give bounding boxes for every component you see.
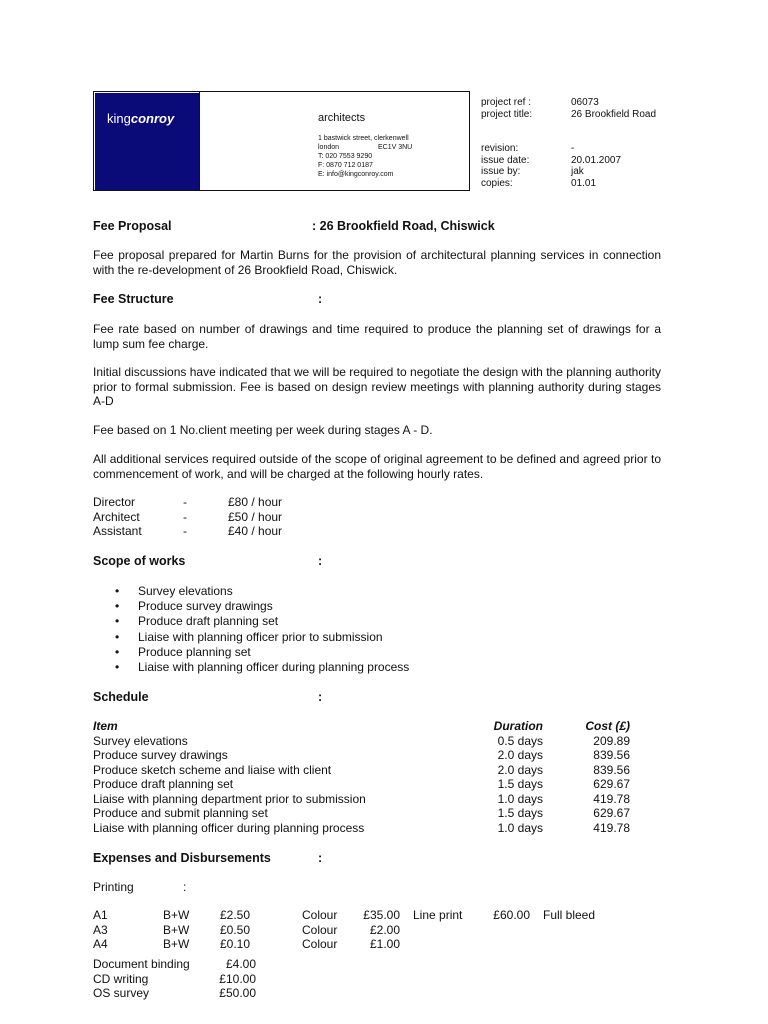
address-fax: F: 0870 712 0187 <box>318 162 373 169</box>
table-row: CD writing £10.00 <box>93 971 256 986</box>
list-item: • Survey elevations <box>93 584 409 599</box>
section-colon: : <box>318 690 323 704</box>
address-postcode: EC1V 3NU <box>378 144 413 151</box>
project-meta-top <box>481 97 656 120</box>
firm-address <box>318 134 412 179</box>
fee-proposal-subject: : 26 Brookfield Road, Chiswick <box>312 219 495 233</box>
list-item: • Produce planning set <box>93 645 409 660</box>
section-colon: : <box>318 851 323 865</box>
address-city-row <box>318 143 412 152</box>
scope-heading: Scope of works <box>93 554 186 568</box>
table-row: A3 B+W £0.50 Colour £2.00 <box>93 922 400 937</box>
table-row: A4 B+W £0.10 Colour £1.00 <box>93 937 400 951</box>
fee-structure-p3: Fee based on 1 No.client meeting per week during stages A - D. <box>93 423 433 437</box>
address-city: london <box>318 144 340 151</box>
printing-table-wrap <box>93 908 595 952</box>
table-row: Document binding £4.00 <box>93 957 256 971</box>
schedule-table <box>93 719 630 835</box>
schedule-table-wrap <box>93 719 630 835</box>
rate-row: Architect - £50 / hour <box>93 509 283 524</box>
project-meta-bottom <box>481 143 621 189</box>
hourly-rates <box>93 495 282 539</box>
table-row: Liaise with planning officer during planning process 1.0 days 419.78 <box>93 820 630 835</box>
printing-colon: : <box>183 880 187 894</box>
table-row: A1 B+W £2.50 Colour £35.00 Line print £60.00 Full bleed <box>93 908 596 922</box>
col-duration: Duration <box>493 719 543 733</box>
rate-row: Director - £80 / hour <box>93 495 283 509</box>
table-row: Produce survey drawings 2.0 days 839.56 <box>93 748 630 762</box>
fee-structure-p4: All additional services required outside of the scope of original agreement to be defined and agreed prior to commencement of work, and will be charged at the following hourly rates. <box>93 452 661 481</box>
address-line: 1 bastwick street, clerkenwell <box>318 135 409 142</box>
company-logo: kingconroy <box>107 111 175 126</box>
printing-table <box>93 908 595 952</box>
address-phone: T: 020 7553 9290 <box>318 153 373 160</box>
table-row: Produce sketch scheme and liaise with client 2.0 days 839.56 <box>93 762 630 777</box>
address-email: E: info@kingconroy.com <box>318 171 394 178</box>
expenses-heading: Expenses and Disbursements <box>93 851 271 865</box>
letterhead-box <box>93 91 470 191</box>
firm-label: architects <box>318 112 366 124</box>
schedule-heading: Schedule <box>93 690 149 704</box>
table-row: Produce and submit planning set 1.5 days 629.67 <box>93 806 630 820</box>
list-item: • Produce survey drawings <box>93 599 409 614</box>
table-header-row <box>93 719 630 734</box>
fee-proposal-heading: Fee Proposal <box>93 219 172 233</box>
meta-row: project ref : 06073 <box>481 97 599 108</box>
col-item: Item <box>93 719 118 733</box>
meta-row: project title: 26 Brookfield Road <box>481 108 657 120</box>
table-row: OS survey £50.00 <box>93 986 256 1000</box>
proposal-intro: Fee proposal prepared for Martin Burns for the provision of architectural planning services in connection with the re-development of 26 Brookfield Road, Chiswick. <box>93 248 661 277</box>
list-item: • Liaise with planning officer prior to submission <box>93 630 409 645</box>
scope-list <box>93 584 409 675</box>
other-expenses-wrap <box>93 957 256 1001</box>
fee-structure-heading: Fee Structure <box>93 292 174 306</box>
meta-row: issue by: jak <box>481 166 584 177</box>
rate-row: Assistant - £40 / hour <box>93 524 283 538</box>
meta-row: copies: 01.01 <box>481 177 597 189</box>
hourly-rates-table <box>93 495 282 539</box>
meta-row: revision: - <box>481 143 575 154</box>
table-row: Produce draft planning set 1.5 days 629.67 <box>93 777 630 791</box>
fee-structure-p1: Fee rate based on number of drawings and time required to produce the planning set of drawings for a lump sum fee charge. <box>93 322 661 351</box>
section-colon: : <box>318 292 323 306</box>
list-item: • Produce draft planning set <box>93 614 409 629</box>
printing-label: Printing <box>93 880 134 894</box>
letterhead-divider <box>199 92 200 190</box>
section-colon: : <box>318 554 323 568</box>
list-item: • Liaise with planning officer during planning process <box>93 660 409 675</box>
other-expenses-table <box>93 957 256 1001</box>
logo-block <box>95 93 199 190</box>
table-row: Survey elevations 0.5 days 209.89 <box>93 733 630 748</box>
meta-row: issue date: 20.01.2007 <box>481 154 622 166</box>
table-row: Liaise with planning department prior to submission 1.0 days 419.78 <box>93 791 630 806</box>
fee-structure-p2: Initial discussions have indicated that we will be required to negotiate the design with the planning authority prior to formal submission. Fee is based on design review meetings with planning authority during stages A-D <box>93 365 661 408</box>
col-cost: Cost (£) <box>585 719 630 733</box>
